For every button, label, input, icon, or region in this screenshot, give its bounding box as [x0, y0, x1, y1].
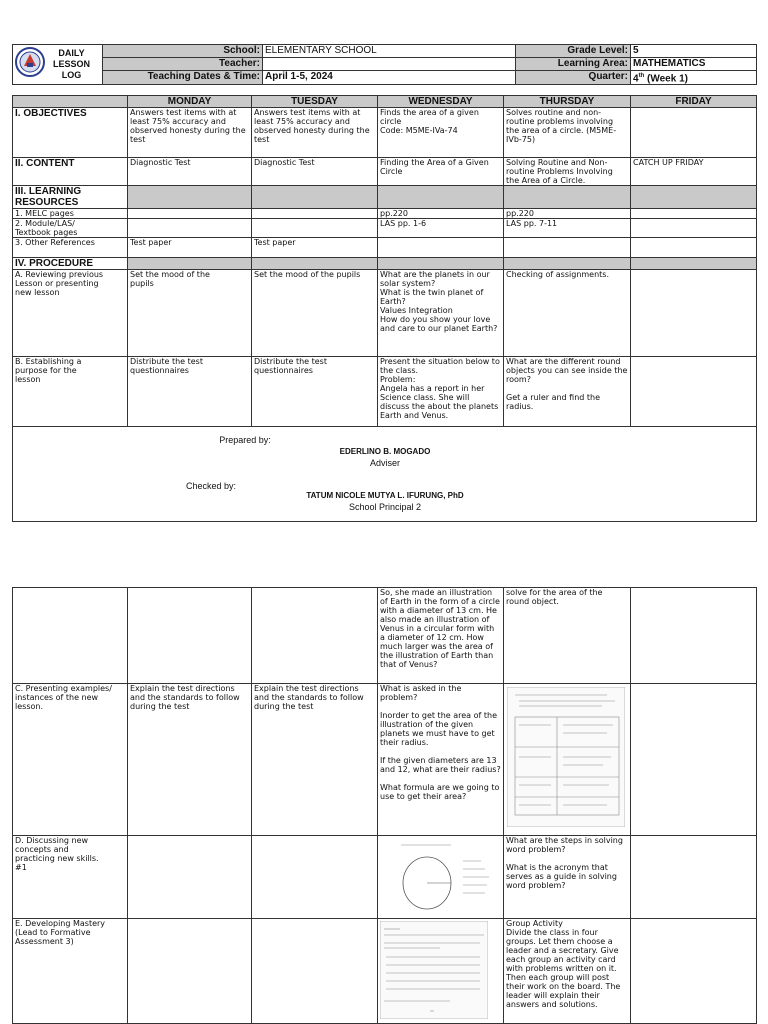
gray-cell	[252, 258, 378, 270]
procedure-e-label: E. Developing Mastery (Lead to Formative Assessment 3)	[13, 919, 128, 1024]
header-table	[12, 44, 757, 85]
content-cell: Solving Routine and Non-routine Problems Involving the Area of a Circle.	[504, 158, 631, 186]
day-monday: MONDAY	[128, 96, 252, 108]
procedure-cell: What are the different round objects you can see inside the room? Get a ruler and find the radius.	[504, 357, 631, 427]
resource-cell: LAS pp. 7-11	[504, 219, 631, 238]
daily-lesson-log-title: DAILY LESSON LOG	[13, 45, 103, 85]
activity-sheet-image	[380, 921, 488, 1019]
day-tuesday: TUESDAY	[252, 96, 378, 108]
resource-cell: pp.220	[378, 209, 504, 219]
checked-role: School Principal 2	[348, 502, 422, 512]
school-label: School:	[103, 45, 263, 58]
circle-area-diagram	[381, 839, 499, 913]
procedure-a-label: A. Reviewing previous Lesson or presenting new lesson	[13, 270, 128, 357]
content-cell: Diagnostic Test	[128, 158, 252, 186]
continued-cell	[128, 588, 252, 684]
resource-cell: LAS pp. 1-6	[378, 219, 504, 238]
gray-cell	[252, 186, 378, 209]
continued-cell	[631, 588, 757, 684]
resource-cell	[128, 209, 252, 219]
day-wednesday: WEDNESDAY	[378, 96, 504, 108]
prepared-role: Adviser	[369, 458, 400, 468]
prepared-by-label: Prepared by:	[219, 435, 271, 445]
procedure-cell: Distribute the test questionnaires	[252, 357, 378, 427]
resource-cell	[631, 209, 757, 219]
resource-cell	[631, 219, 757, 238]
procedure-c-label: C. Presenting examples/ instances of the new lesson.	[13, 684, 128, 836]
resource-cell: Test paper	[252, 238, 378, 258]
gray-cell	[504, 186, 631, 209]
gray-cell	[504, 258, 631, 270]
dates-value: April 1-5, 2024	[263, 71, 516, 85]
resource-cell	[252, 209, 378, 219]
melc-label: 1. MELC pages	[13, 209, 128, 219]
procedure-cell: Set the mood of the pupils	[252, 270, 378, 357]
continued-cell	[13, 588, 128, 684]
teacher-value	[263, 58, 516, 71]
procedure-cell	[631, 270, 757, 357]
grade-value: 5	[631, 45, 757, 58]
activity-image-cell	[378, 919, 504, 1024]
resource-cell	[128, 219, 252, 238]
school-value: ELEMENTARY SCHOOL	[263, 45, 516, 58]
objective-cell	[631, 108, 757, 158]
procedure-cell: Explain the test directions and the standards to follow during the test	[252, 684, 378, 836]
procedure-cell	[631, 684, 757, 836]
procedure-cell: Distribute the test questionnaires	[128, 357, 252, 427]
content-cell: Diagnostic Test	[252, 158, 378, 186]
procedure-cell	[631, 836, 757, 919]
continued-cell: solve for the area of the round object.	[504, 588, 631, 684]
module-label: 2. Module/LAS/ Textbook pages	[13, 219, 128, 238]
procedure-cell: Checking of assignments.	[504, 270, 631, 357]
procedure-cell	[128, 919, 252, 1024]
gray-cell	[631, 186, 757, 209]
resource-cell	[631, 238, 757, 258]
objective-cell: Solves routine and non-routine problems involving the area of a circle. (M5ME-IVb-75)	[504, 108, 631, 158]
resource-cell: Test paper	[128, 238, 252, 258]
procedure-cell	[252, 919, 378, 1024]
resources-heading: III. LEARNING RESOURCES	[13, 186, 128, 209]
gray-cell	[128, 186, 252, 209]
other-references-label: 3. Other References	[13, 238, 128, 258]
grade-label: Grade Level:	[516, 45, 631, 58]
resource-cell	[378, 238, 504, 258]
lesson-plan-table-continued	[12, 587, 757, 1024]
content-heading: II. CONTENT	[13, 158, 128, 186]
procedure-heading: IV. PROCEDURE	[13, 258, 128, 270]
example-image-cell	[504, 684, 631, 836]
checked-name: TATUM NICOLE MUTYA L. IFURUNG, PhD	[306, 491, 464, 500]
continued-cell: So, she made an illustration of Earth in the form of a circle with a diameter of 13 cm. He also made an illustration of Venus in a circular form with a diameter of 12 cm. How much larger was the area of the illustration of Earth than that of Venus?	[378, 588, 504, 684]
procedure-d-label: D. Discussing new concepts and practicing new skills. #1	[13, 836, 128, 919]
procedure-cell	[631, 919, 757, 1024]
day-thursday: THURSDAY	[504, 96, 631, 108]
learning-area-value: MATHEMATICS	[631, 58, 757, 71]
gray-cell	[378, 258, 504, 270]
procedure-cell	[128, 836, 252, 919]
quarter-value: 4th (Week 1)	[631, 71, 757, 85]
gray-cell	[378, 186, 504, 209]
objective-cell: Answers test items with at least 75% accuracy and observed honesty during the test	[128, 108, 252, 158]
objective-cell: Finds the area of a given circle Code: M5ME-IVa-74	[378, 108, 504, 158]
dates-label: Teaching Dates & Time:	[103, 71, 263, 85]
teacher-label: Teacher:	[103, 58, 263, 71]
resource-cell: pp.220	[504, 209, 631, 219]
worked-example-image	[507, 687, 625, 827]
gray-cell	[631, 258, 757, 270]
prepared-name: EDERLINO B. MOGADO	[339, 447, 431, 456]
procedure-b-label: B. Establishing a purpose for the lesson	[13, 357, 128, 427]
procedure-cell: Present the situation below to the class. Problem: Angela has a report in her Science class. She will discuss the about the planets Earth and Venus.	[378, 357, 504, 427]
procedure-cell: Group Activity Divide the class in four groups. Let them choose a leader and a secretary. Give each group an activity card with problems written on it. Then each group will post their work on the board. The leader will explain their answers and solutions.	[504, 919, 631, 1024]
content-cell: Finding the Area of a Given Circle	[378, 158, 504, 186]
procedure-cell: What is asked in the problem? Inorder to get the area of the illustration of the given planets we must have to get their radius. If the given diameters are 13 and 12, what are their radius? What formula are we going to use to get their area?	[378, 684, 504, 836]
procedure-cell	[631, 357, 757, 427]
continued-cell	[252, 588, 378, 684]
learning-area-label: Learning Area:	[516, 58, 631, 71]
circle-diagram-cell	[378, 836, 504, 919]
procedure-cell	[252, 836, 378, 919]
day-friday: FRIDAY	[631, 96, 757, 108]
content-cell: CATCH UP FRIDAY	[631, 158, 757, 186]
procedure-cell: Explain the test directions and the standards to follow during the test	[128, 684, 252, 836]
quarter-label: Quarter:	[516, 71, 631, 85]
procedure-cell: What are the steps in solving word problem? What is the acronym that serves as a guide in solving word problem?	[504, 836, 631, 919]
objectives-heading: I. OBJECTIVES	[13, 108, 128, 158]
checked-by-label: Checked by:	[185, 481, 237, 491]
procedure-cell: What are the planets in our solar system? What is the twin planet of Earth? Values Integration How do you show your love and care to our planet Earth?	[378, 270, 504, 357]
objective-cell: Answers test items with at least 75% accuracy and observed honesty during the test	[252, 108, 378, 158]
procedure-cell: Set the mood of the pupils	[128, 270, 252, 357]
corner-cell	[13, 96, 128, 108]
gray-cell	[128, 258, 252, 270]
resource-cell	[504, 238, 631, 258]
resource-cell	[252, 219, 378, 238]
